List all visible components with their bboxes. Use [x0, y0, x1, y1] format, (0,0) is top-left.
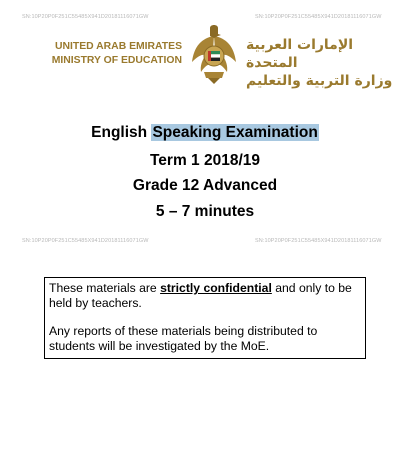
- uae-emblem-logo: [188, 22, 240, 84]
- notice-paragraph-2: Any reports of these materials being distributed to students will be investigated by the MoE.: [49, 324, 318, 353]
- exam-title-highlight[interactable]: Speaking Examination: [152, 124, 318, 141]
- ministry-ar-line2: وزارة التربية والتعليم: [246, 73, 393, 89]
- ministry-name-en: [44, 40, 182, 68]
- watermark-mid-right: SN:10P20P0F251C55485X941D20181116071GW: [255, 238, 382, 244]
- notice-p1-before: These materials are: [49, 281, 161, 295]
- exam-grade: Grade 12 Advanced: [132, 177, 278, 194]
- ministry-en-line2: MINISTRY OF EDUCATION: [51, 55, 182, 66]
- watermark-mid-left: SN:10P20P0F251C55485X941D20181116071GW: [22, 238, 149, 244]
- ministry-name-ar: [246, 36, 401, 90]
- exam-term: Term 1 2018/19: [149, 152, 260, 169]
- notice-p1-strong: strictly confidential: [160, 281, 272, 295]
- ministry-en-line1: UNITED ARAB EMIRATES: [55, 41, 182, 52]
- exam-title: [0, 124, 410, 142]
- exam-duration: 5 – 7 minutes: [155, 203, 255, 220]
- notice-paragraph-1: [49, 281, 359, 310]
- exam-title-prefix: English: [91, 124, 152, 141]
- watermark-top-right: SN:10P20P0F251C55485X941D20181116071GW: [255, 14, 382, 20]
- confidentiality-notice: [44, 277, 366, 359]
- watermark-top-left: SN:10P20P0F251C55485X941D20181116071GW: [22, 14, 149, 20]
- notice-p1-after: and only to be held by teachers.: [49, 281, 352, 310]
- ministry-ar-line1: الإمارات العربية المتحدة: [246, 37, 354, 71]
